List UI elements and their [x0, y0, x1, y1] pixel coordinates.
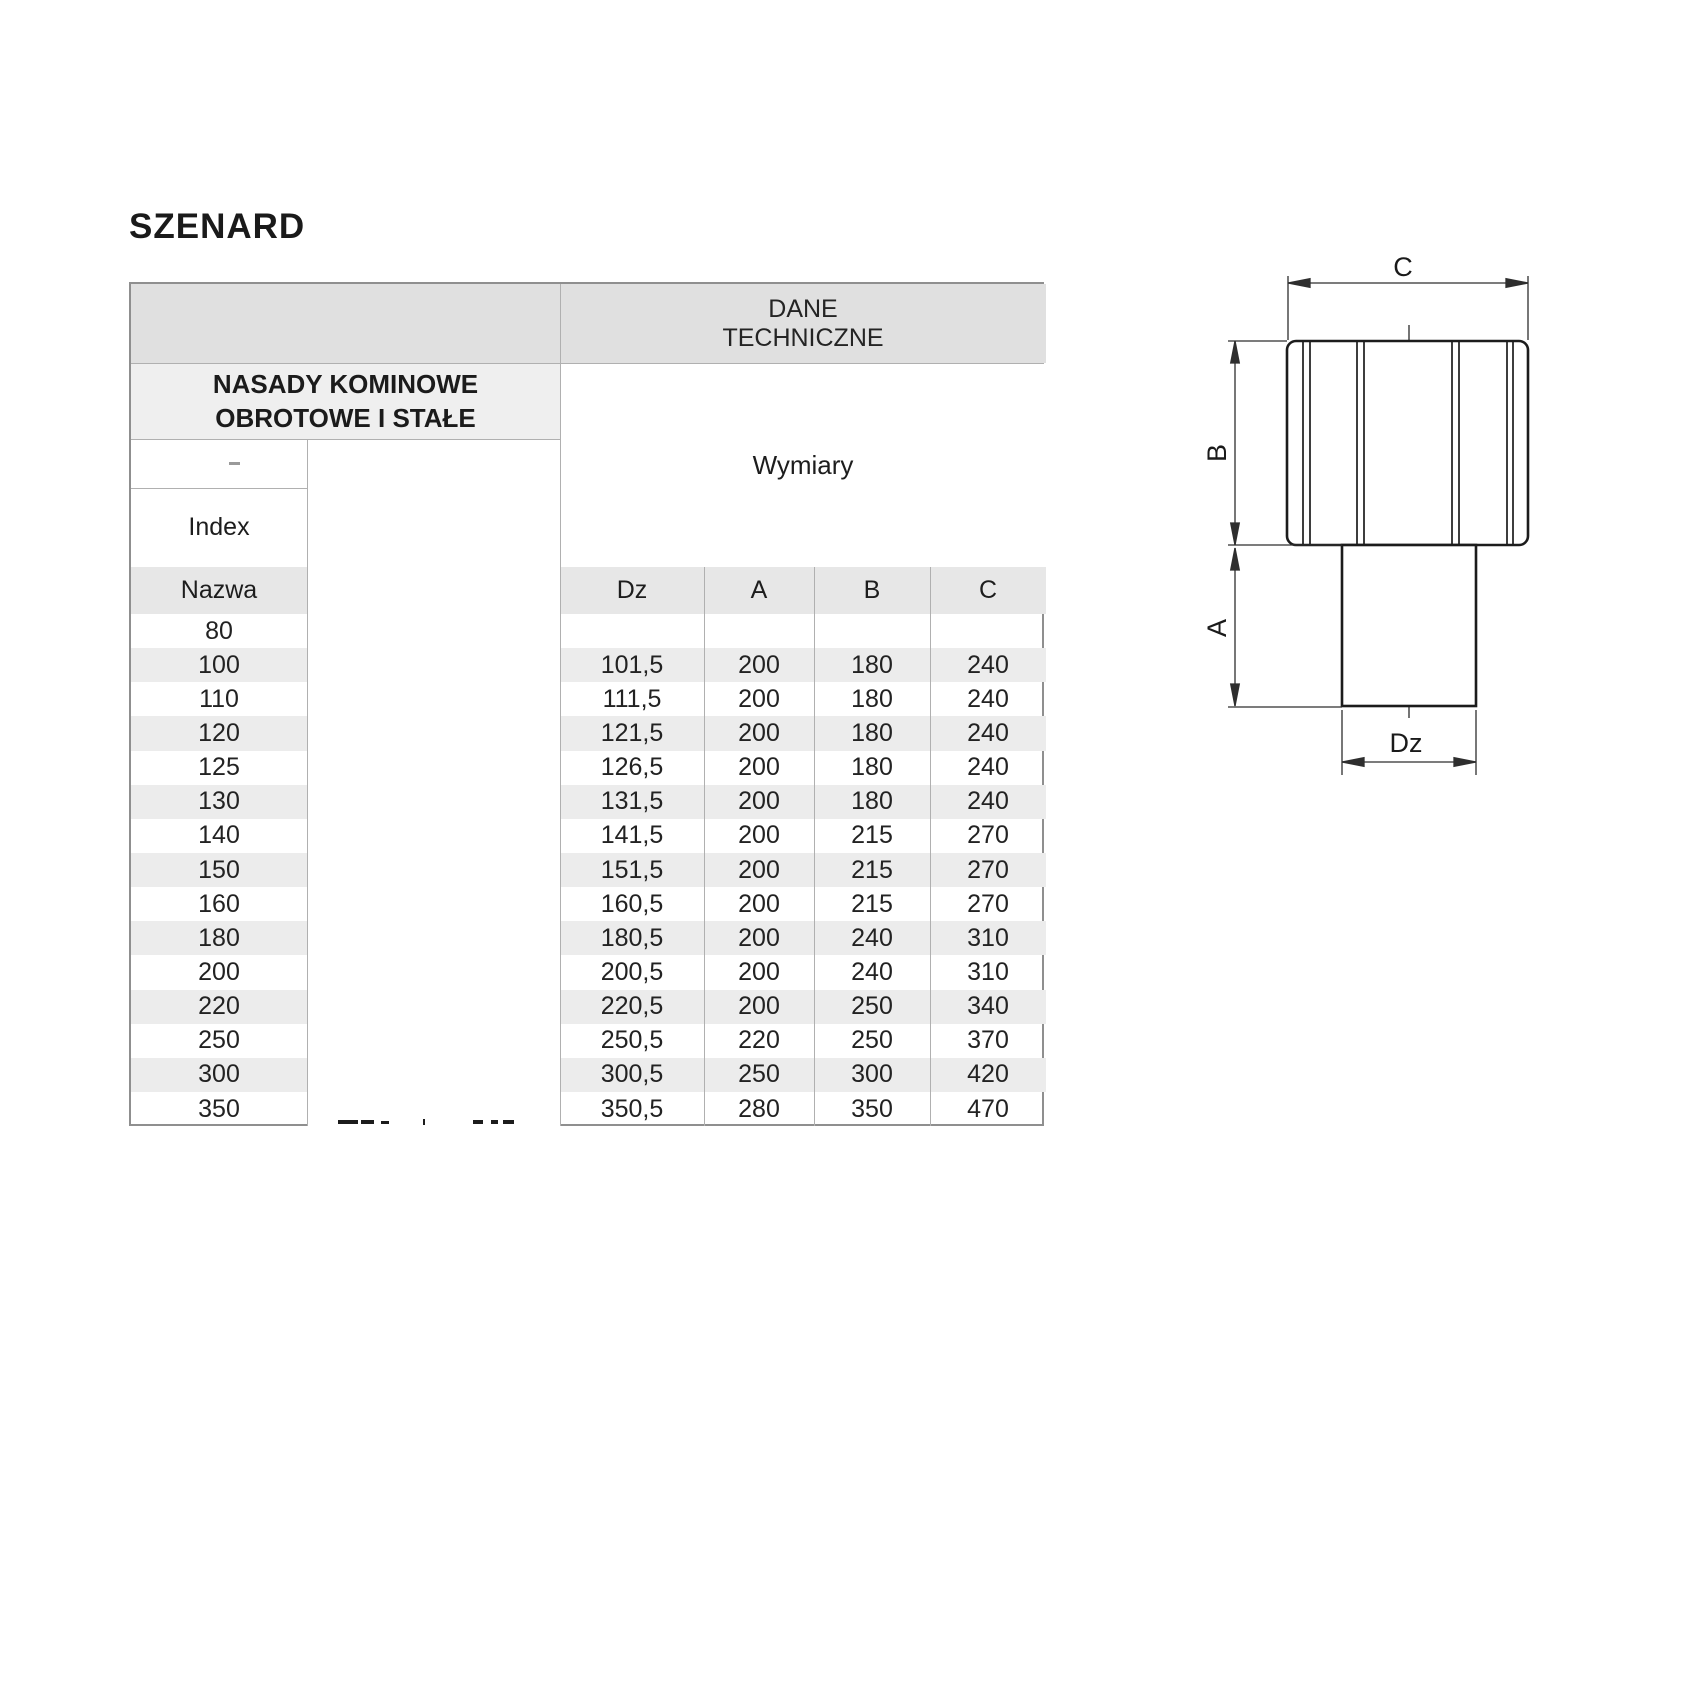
cell-nazwa: 125: [198, 753, 240, 782]
table-row: [131, 955, 1046, 989]
cell-dz: [560, 614, 704, 648]
cell-b: 250: [851, 992, 893, 1021]
dane-header-line1: DANE: [768, 294, 838, 323]
cell-a: 200: [738, 650, 780, 679]
nasady-kominowe-header: [131, 363, 560, 439]
cell-c: 310: [967, 923, 1009, 952]
cell-c: 270: [967, 855, 1009, 884]
cell-dz: 131,5: [600, 787, 664, 816]
cell-a: 200: [738, 923, 780, 952]
column-header-a: A: [704, 567, 814, 614]
cap-outline: [1287, 341, 1528, 545]
column-header-b: B: [814, 567, 930, 614]
cell-nazwa: 250: [198, 1026, 240, 1055]
dane-header-line2: TECHNICZNE: [722, 323, 884, 352]
cell-a: 200: [738, 753, 780, 782]
cell-c: 270: [967, 889, 1009, 918]
cell-nazwa: 200: [198, 957, 240, 986]
page-title: SZENARD: [129, 207, 306, 246]
table-row: [131, 785, 1046, 819]
grid-line: [930, 567, 931, 1126]
cell-a: 220: [738, 1026, 780, 1055]
table-rows: [131, 614, 1046, 1126]
wymiary-header-cell: Wymiary: [560, 363, 1046, 567]
cropped-text-fragment: [423, 1119, 425, 1125]
cell-b: 215: [851, 889, 893, 918]
cell-b: 180: [851, 650, 893, 679]
cell-nazwa: 80: [205, 616, 233, 645]
grid-line: [131, 363, 1044, 364]
cell-b: 240: [851, 957, 893, 986]
cell-c: 240: [967, 787, 1009, 816]
cell-c: [930, 614, 1046, 648]
cell-nazwa: 220: [198, 992, 240, 1021]
cell-nazwa: 130: [198, 787, 240, 816]
cell-nazwa: 120: [198, 718, 240, 747]
cell-c: 270: [967, 821, 1009, 850]
empty-index-cell: [131, 439, 307, 488]
cell-dz: 220,5: [600, 992, 664, 1021]
table-row: [131, 751, 1046, 785]
cell-nazwa: 150: [198, 855, 240, 884]
nazwa-header-cell: Nazwa: [131, 567, 307, 614]
cropped-text-fragment: [338, 1120, 358, 1124]
cell-b: 300: [851, 1060, 893, 1089]
table-row: [131, 887, 1046, 921]
grid-line: [307, 439, 308, 1126]
cell-nazwa: 300: [198, 1060, 240, 1089]
cell-nazwa: 350: [198, 1094, 240, 1123]
spec-table: [129, 282, 1044, 1126]
cell-a: 200: [738, 889, 780, 918]
cell-nazwa: 100: [198, 650, 240, 679]
dimension-label-c: C: [1393, 252, 1413, 282]
cell-dz: 151,5: [600, 855, 664, 884]
grid-line: [704, 567, 705, 1126]
stray-mark: [229, 462, 240, 465]
cell-b: [814, 614, 930, 648]
pipe-outline: [1342, 545, 1476, 706]
cell-dz: 180,5: [600, 923, 664, 952]
cell-c: 340: [967, 992, 1009, 1021]
cell-a: 200: [738, 855, 780, 884]
cell-c: 240: [967, 650, 1009, 679]
cell-a: 250: [738, 1060, 780, 1089]
column-header-c: C: [930, 567, 1046, 614]
table-row: [131, 1058, 1046, 1092]
dimension-label-a: A: [1202, 618, 1233, 638]
table-row: [131, 716, 1046, 750]
cell-dz: 200,5: [600, 957, 664, 986]
cell-a: 200: [738, 957, 780, 986]
table-row: [131, 1024, 1046, 1058]
cell-a: 200: [738, 821, 780, 850]
column-header-dz: Dz: [560, 567, 704, 614]
table-row: [131, 1092, 1046, 1126]
cell-c: 240: [967, 718, 1009, 747]
cell-b: 240: [851, 923, 893, 952]
table-row: [131, 921, 1046, 955]
cell-a: 200: [738, 718, 780, 747]
cell-b: 350: [851, 1094, 893, 1123]
cell-b: 250: [851, 1026, 893, 1055]
cell-dz: 350,5: [600, 1094, 664, 1123]
dimension-label-b: B: [1202, 443, 1233, 463]
nasady-header-line1: NASADY KOMINOWE: [212, 369, 479, 399]
table-row: [131, 682, 1046, 716]
dimension-label-dz: Dz: [1389, 728, 1423, 758]
table-corner-header-cell: [131, 284, 560, 363]
grid-line: [560, 284, 561, 1126]
table-row: [131, 648, 1046, 682]
cell-dz: 126,5: [600, 753, 664, 782]
cell-c: 470: [967, 1094, 1009, 1123]
cell-a: 200: [738, 787, 780, 816]
cell-c: 240: [967, 753, 1009, 782]
grid-line: [131, 439, 560, 440]
nasady-header-line2: OBROTOWE I STAŁE: [215, 403, 476, 433]
cropped-text-fragment: [361, 1120, 374, 1124]
cell-dz: 111,5: [602, 684, 662, 713]
dane-techniczne-header: [560, 284, 1046, 363]
cell-c: 420: [967, 1060, 1009, 1089]
cell-a: 200: [738, 992, 780, 1021]
cell-c: 240: [967, 684, 1009, 713]
grid-line: [814, 567, 815, 1126]
cropped-text-fragment: [381, 1121, 389, 1124]
table-row: [131, 990, 1046, 1024]
cropped-text-fragment: [473, 1120, 483, 1124]
table-row: [131, 853, 1046, 887]
cell-a: 200: [738, 684, 780, 713]
dimension-c: [1288, 276, 1528, 340]
cell-nazwa: 180: [198, 923, 240, 952]
cell-dz: 160,5: [600, 889, 664, 918]
cell-c: 370: [967, 1026, 1009, 1055]
cell-b: 180: [851, 684, 893, 713]
dimension-a: [1228, 548, 1342, 707]
cell-b: 180: [851, 718, 893, 747]
technical-drawing: [1150, 230, 1580, 800]
cell-nazwa: 110: [199, 684, 239, 713]
index-header-cell: Index: [131, 488, 307, 567]
table-row: [131, 614, 1046, 648]
cell-nazwa: 140: [198, 821, 240, 850]
cell-dz: 101,5: [600, 650, 664, 679]
grid-line: [131, 488, 307, 489]
cell-dz: 121,5: [600, 718, 664, 747]
cropped-text-fragment: [491, 1120, 498, 1124]
cell-dz: 250,5: [600, 1026, 664, 1055]
cell-nazwa: 160: [198, 889, 240, 918]
cell-b: 180: [851, 787, 893, 816]
table-row: [131, 819, 1046, 853]
cropped-text-fragment: [503, 1120, 514, 1124]
cell-b: 215: [851, 855, 893, 884]
cell-dz: 141,5: [600, 821, 664, 850]
cell-dz: 300,5: [600, 1060, 664, 1089]
cell-a: [704, 614, 814, 648]
cell-c: 310: [967, 957, 1009, 986]
cell-b: 180: [851, 753, 893, 782]
cell-b: 215: [851, 821, 893, 850]
cell-a: 280: [738, 1094, 780, 1123]
